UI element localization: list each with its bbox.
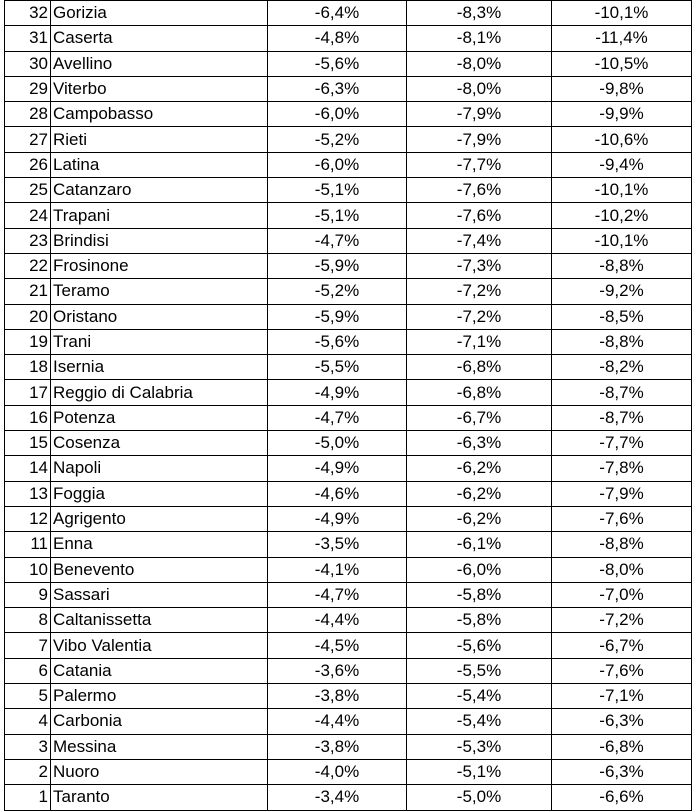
city-name-cell: Messina: [51, 734, 268, 759]
value-3-cell: -7,2%: [552, 608, 692, 633]
value-1-cell: -3,6%: [268, 658, 407, 683]
table-row: [5, 405, 692, 430]
value-2-cell: -6,1%: [407, 532, 552, 557]
value-1-cell: -4,9%: [268, 456, 407, 481]
value-3-cell: -8,7%: [552, 405, 692, 430]
value-1-cell: -4,7%: [268, 582, 407, 607]
table-row: [5, 76, 692, 101]
value-3-cell: -8,7%: [552, 380, 692, 405]
value-1-cell: -4,7%: [268, 228, 407, 253]
value-3-cell: -8,0%: [552, 557, 692, 582]
value-1-cell: -3,5%: [268, 532, 407, 557]
value-2-cell: -7,1%: [407, 329, 552, 354]
value-3-cell: -9,2%: [552, 279, 692, 304]
value-1-cell: -5,1%: [268, 178, 407, 203]
value-1-cell: -5,6%: [268, 51, 407, 76]
value-1-cell: -4,9%: [268, 506, 407, 531]
value-2-cell: -6,2%: [407, 506, 552, 531]
value-3-cell: -7,6%: [552, 658, 692, 683]
value-1-cell: -6,0%: [268, 102, 407, 127]
rank-cell: 7: [5, 633, 51, 658]
rank-cell: 11: [5, 532, 51, 557]
value-3-cell: -6,6%: [552, 785, 692, 810]
city-name-cell: Caserta: [51, 26, 268, 51]
value-3-cell: -6,7%: [552, 633, 692, 658]
value-2-cell: -5,5%: [407, 658, 552, 683]
value-3-cell: -11,4%: [552, 26, 692, 51]
value-1-cell: -3,8%: [268, 734, 407, 759]
rank-cell: 30: [5, 51, 51, 76]
rank-cell: 28: [5, 102, 51, 127]
city-name-cell: Vibo Valentia: [51, 633, 268, 658]
value-3-cell: -7,9%: [552, 481, 692, 506]
value-1-cell: -6,3%: [268, 76, 407, 101]
rank-cell: 26: [5, 152, 51, 177]
table-row: [5, 102, 692, 127]
city-name-cell: Latina: [51, 152, 268, 177]
city-name-cell: Carbonia: [51, 709, 268, 734]
value-1-cell: -4,7%: [268, 405, 407, 430]
value-1-cell: -4,1%: [268, 557, 407, 582]
city-name-cell: Palermo: [51, 684, 268, 709]
city-name-cell: Caltanissetta: [51, 608, 268, 633]
value-2-cell: -6,8%: [407, 380, 552, 405]
value-3-cell: -6,8%: [552, 734, 692, 759]
value-1-cell: -5,9%: [268, 304, 407, 329]
table-row: [5, 456, 692, 481]
table-row: [5, 684, 692, 709]
city-name-cell: Taranto: [51, 785, 268, 810]
value-2-cell: -8,3%: [407, 1, 552, 26]
city-name-cell: Brindisi: [51, 228, 268, 253]
value-2-cell: -6,7%: [407, 405, 552, 430]
value-2-cell: -7,6%: [407, 203, 552, 228]
value-2-cell: -5,0%: [407, 785, 552, 810]
city-name-cell: Sassari: [51, 582, 268, 607]
rank-cell: 6: [5, 658, 51, 683]
value-3-cell: -9,4%: [552, 152, 692, 177]
table-row: [5, 734, 692, 759]
value-3-cell: -8,5%: [552, 304, 692, 329]
rank-cell: 19: [5, 329, 51, 354]
value-2-cell: -7,9%: [407, 102, 552, 127]
city-name-cell: Catanzaro: [51, 178, 268, 203]
value-3-cell: -10,2%: [552, 203, 692, 228]
rank-cell: 5: [5, 684, 51, 709]
city-name-cell: Avellino: [51, 51, 268, 76]
value-1-cell: -6,4%: [268, 1, 407, 26]
value-2-cell: -5,4%: [407, 684, 552, 709]
city-name-cell: Viterbo: [51, 76, 268, 101]
rank-cell: 17: [5, 380, 51, 405]
rank-cell: 29: [5, 76, 51, 101]
value-2-cell: -5,3%: [407, 734, 552, 759]
value-3-cell: -10,1%: [552, 1, 692, 26]
table-row: [5, 380, 692, 405]
city-name-cell: Reggio di Calabria: [51, 380, 268, 405]
value-2-cell: -5,6%: [407, 633, 552, 658]
value-1-cell: -4,5%: [268, 633, 407, 658]
rank-cell: 13: [5, 481, 51, 506]
city-name-cell: Enna: [51, 532, 268, 557]
value-2-cell: -8,1%: [407, 26, 552, 51]
city-name-cell: Napoli: [51, 456, 268, 481]
table-row: [5, 279, 692, 304]
value-2-cell: -7,4%: [407, 228, 552, 253]
value-3-cell: -10,1%: [552, 228, 692, 253]
city-name-cell: Teramo: [51, 279, 268, 304]
rank-cell: 15: [5, 431, 51, 456]
table-row: [5, 506, 692, 531]
value-3-cell: -7,6%: [552, 506, 692, 531]
rank-cell: 8: [5, 608, 51, 633]
value-2-cell: -7,3%: [407, 253, 552, 278]
table-row: [5, 355, 692, 380]
value-2-cell: -8,0%: [407, 51, 552, 76]
value-1-cell: -4,6%: [268, 481, 407, 506]
value-1-cell: -4,8%: [268, 26, 407, 51]
value-2-cell: -5,8%: [407, 582, 552, 607]
table-row: [5, 582, 692, 607]
value-2-cell: -7,7%: [407, 152, 552, 177]
value-2-cell: -6,8%: [407, 355, 552, 380]
rank-cell: 10: [5, 557, 51, 582]
table-row: [5, 658, 692, 683]
value-3-cell: -9,9%: [552, 102, 692, 127]
value-2-cell: -7,6%: [407, 178, 552, 203]
rank-cell: 31: [5, 26, 51, 51]
value-2-cell: -8,0%: [407, 76, 552, 101]
value-3-cell: -7,1%: [552, 684, 692, 709]
value-3-cell: -8,8%: [552, 329, 692, 354]
value-1-cell: -3,4%: [268, 785, 407, 810]
value-1-cell: -5,1%: [268, 203, 407, 228]
table-row: [5, 51, 692, 76]
rank-cell: 24: [5, 203, 51, 228]
rank-cell: 18: [5, 355, 51, 380]
city-name-cell: Rieti: [51, 127, 268, 152]
value-1-cell: -5,9%: [268, 253, 407, 278]
value-3-cell: -8,8%: [552, 253, 692, 278]
value-2-cell: -7,2%: [407, 304, 552, 329]
city-name-cell: Oristano: [51, 304, 268, 329]
value-1-cell: -4,4%: [268, 608, 407, 633]
value-3-cell: -7,8%: [552, 456, 692, 481]
city-name-cell: Nuoro: [51, 759, 268, 784]
value-1-cell: -5,5%: [268, 355, 407, 380]
rank-cell: 21: [5, 279, 51, 304]
value-1-cell: -5,0%: [268, 431, 407, 456]
city-name-cell: Trani: [51, 329, 268, 354]
table-row: [5, 633, 692, 658]
table-row: [5, 127, 692, 152]
value-1-cell: -4,9%: [268, 380, 407, 405]
city-name-cell: Benevento: [51, 557, 268, 582]
rank-cell: 20: [5, 304, 51, 329]
city-name-cell: Catania: [51, 658, 268, 683]
value-3-cell: -10,1%: [552, 178, 692, 203]
table-row: [5, 431, 692, 456]
value-2-cell: -5,4%: [407, 709, 552, 734]
value-3-cell: -8,8%: [552, 532, 692, 557]
city-name-cell: Gorizia: [51, 1, 268, 26]
rank-cell: 12: [5, 506, 51, 531]
rank-cell: 32: [5, 1, 51, 26]
rank-cell: 14: [5, 456, 51, 481]
table-body: [5, 1, 692, 811]
table-row: [5, 26, 692, 51]
value-3-cell: -7,7%: [552, 431, 692, 456]
table-row: [5, 759, 692, 784]
table-row: [5, 709, 692, 734]
city-name-cell: Potenza: [51, 405, 268, 430]
value-1-cell: -4,4%: [268, 709, 407, 734]
value-3-cell: -10,6%: [552, 127, 692, 152]
value-2-cell: -6,2%: [407, 481, 552, 506]
table-row: [5, 203, 692, 228]
table-row: [5, 228, 692, 253]
rank-cell: 9: [5, 582, 51, 607]
rank-cell: 27: [5, 127, 51, 152]
rank-cell: 16: [5, 405, 51, 430]
city-name-cell: Campobasso: [51, 102, 268, 127]
value-1-cell: -4,0%: [268, 759, 407, 784]
value-3-cell: -10,5%: [552, 51, 692, 76]
table-row: [5, 532, 692, 557]
rank-cell: 25: [5, 178, 51, 203]
rank-cell: 2: [5, 759, 51, 784]
value-1-cell: -6,0%: [268, 152, 407, 177]
city-name-cell: Agrigento: [51, 506, 268, 531]
table-row: [5, 1, 692, 26]
value-3-cell: -7,0%: [552, 582, 692, 607]
value-2-cell: -7,2%: [407, 279, 552, 304]
rank-cell: 3: [5, 734, 51, 759]
value-3-cell: -6,3%: [552, 759, 692, 784]
value-1-cell: -5,6%: [268, 329, 407, 354]
value-3-cell: -9,8%: [552, 76, 692, 101]
provinces-table: [4, 0, 692, 811]
table-row: [5, 785, 692, 810]
table-row: [5, 304, 692, 329]
rank-cell: 4: [5, 709, 51, 734]
city-name-cell: Trapani: [51, 203, 268, 228]
table-row: [5, 481, 692, 506]
value-1-cell: -5,2%: [268, 127, 407, 152]
value-1-cell: -5,2%: [268, 279, 407, 304]
rank-cell: 22: [5, 253, 51, 278]
city-name-cell: Frosinone: [51, 253, 268, 278]
table-row: [5, 557, 692, 582]
table-row: [5, 152, 692, 177]
table-row: [5, 329, 692, 354]
table-row: [5, 253, 692, 278]
value-2-cell: -6,2%: [407, 456, 552, 481]
value-1-cell: -3,8%: [268, 684, 407, 709]
city-name-cell: Isernia: [51, 355, 268, 380]
table-row: [5, 608, 692, 633]
rank-cell: 1: [5, 785, 51, 810]
value-2-cell: -6,3%: [407, 431, 552, 456]
value-2-cell: -6,0%: [407, 557, 552, 582]
value-3-cell: -6,3%: [552, 709, 692, 734]
rank-cell: 23: [5, 228, 51, 253]
value-3-cell: -8,2%: [552, 355, 692, 380]
city-name-cell: Cosenza: [51, 431, 268, 456]
value-2-cell: -7,9%: [407, 127, 552, 152]
city-name-cell: Foggia: [51, 481, 268, 506]
value-2-cell: -5,1%: [407, 759, 552, 784]
value-2-cell: -5,8%: [407, 608, 552, 633]
table-row: [5, 178, 692, 203]
